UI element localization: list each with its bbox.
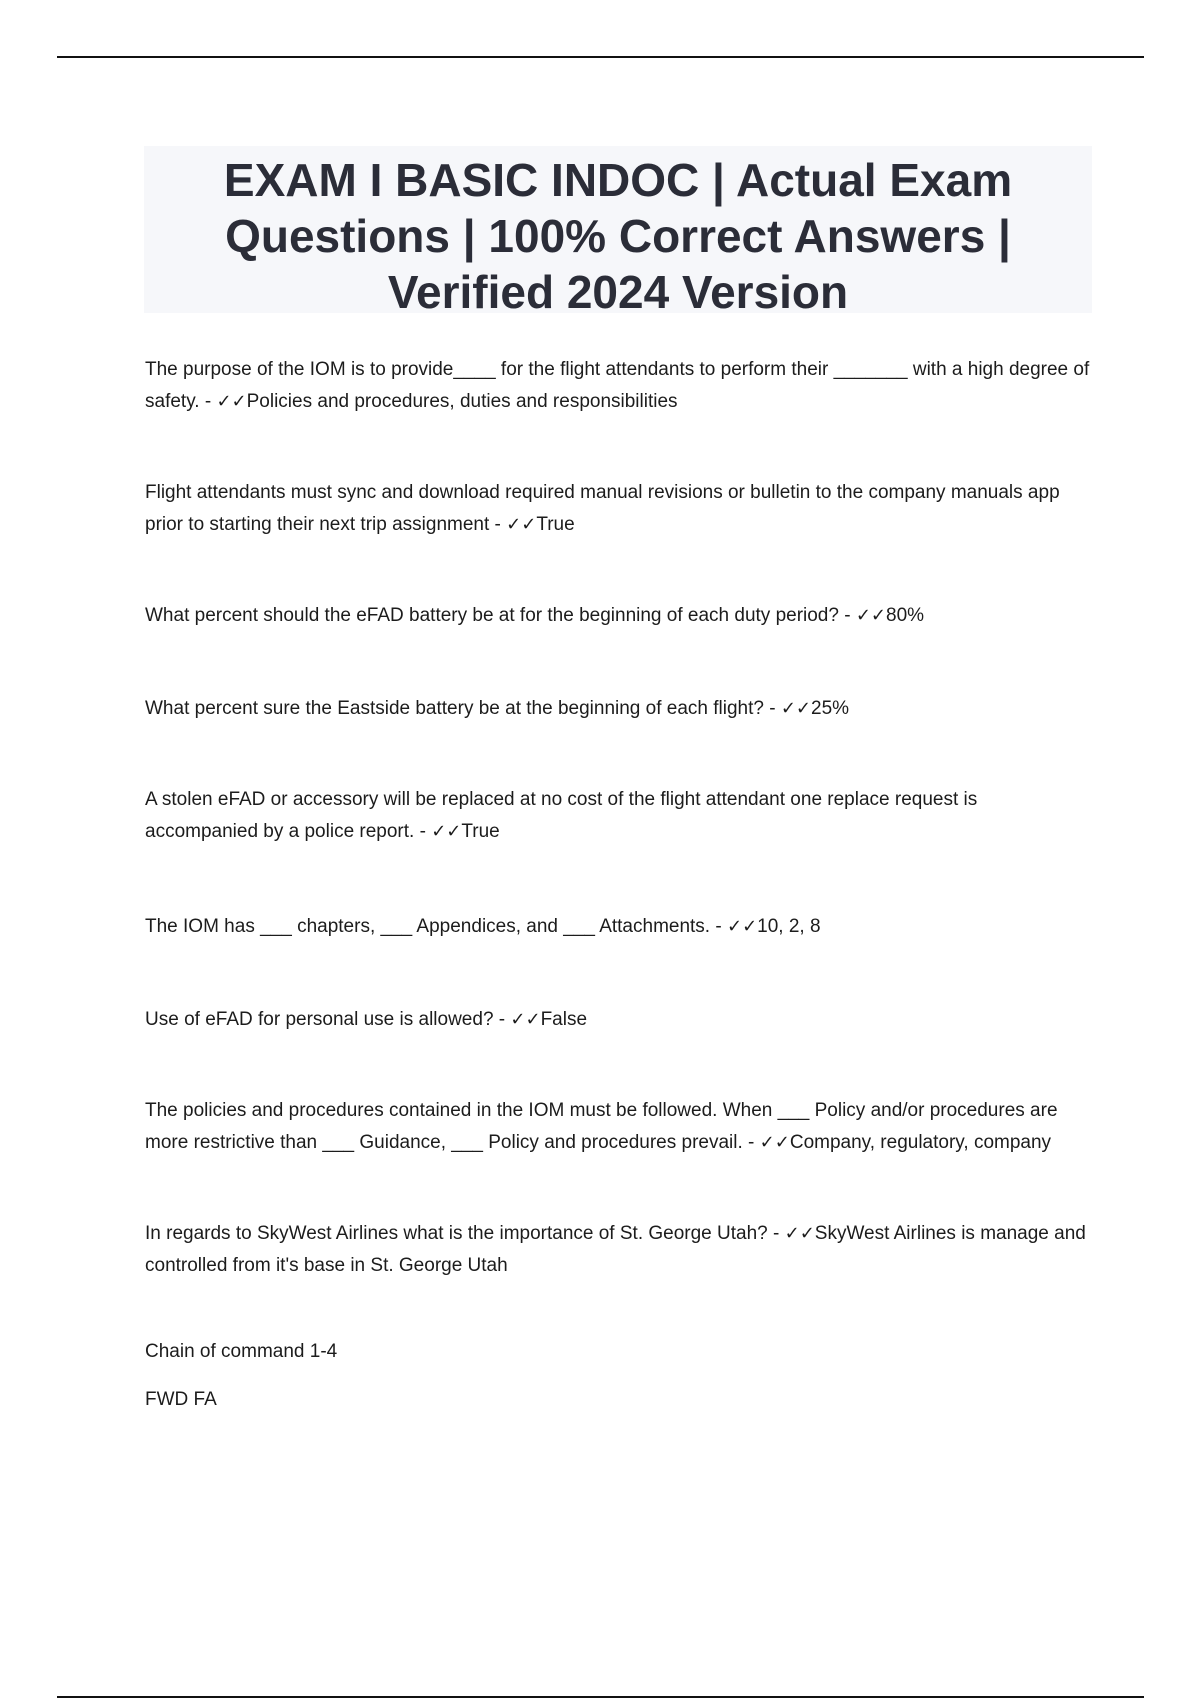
answer-text: 25% (811, 698, 850, 719)
answer-separator: - (767, 1223, 785, 1244)
double-check-icon: ✓✓ (506, 514, 537, 535)
double-check-icon: ✓✓ (784, 1223, 815, 1244)
question-text: What percent should the eFAD battery be at for the beginning of each duty period? (145, 605, 839, 626)
question-item (145, 600, 1095, 632)
document-title: EXAM I BASIC INDOC | Actual Exam Questions | 100% Correct Answers | Verified 2024 Version (223, 154, 1013, 318)
answer-text: True (536, 514, 575, 535)
answer-separator: - (710, 916, 727, 937)
double-check-icon: ✓✓ (216, 391, 247, 412)
answer-text: SkyWest Airlines is manage and controlled from it's base in St. George Utah (145, 1223, 1086, 1276)
double-check-icon: ✓✓ (855, 605, 887, 626)
answer-text: 80% (886, 605, 925, 626)
question-item (145, 354, 1095, 418)
answer-text: False (540, 1009, 588, 1030)
top-rule (57, 56, 1144, 58)
answer-separator: - (199, 391, 217, 412)
question-item (145, 1095, 1095, 1159)
question-text: Flight attendants must sync and download required manual revisions or bulletin to the company manuals app prior to starting their next trip assignment (145, 482, 1060, 535)
question-text: What percent sure the Eastside battery be at the beginning of each flight? (145, 698, 764, 719)
question-item (145, 693, 1095, 725)
title-box (144, 146, 1092, 318)
answer-separator: - (742, 1132, 760, 1153)
question-text: The IOM has ___ chapters, ___ Appendices, and ___ Attachments. (145, 916, 711, 937)
question-item (145, 1218, 1095, 1282)
answer-text: Policies and procedures, duties and responsibilities (246, 391, 678, 412)
question-list (145, 354, 1095, 1416)
question-text: Use of eFAD for personal use is allowed? (145, 1009, 494, 1030)
answer-text: Company, regulatory, company (789, 1132, 1052, 1153)
question-item (145, 1004, 1095, 1036)
double-check-icon: ✓✓ (726, 916, 758, 937)
tail-line: Chain of command 1-4 (145, 1341, 338, 1362)
question-item (145, 911, 1095, 943)
double-check-icon: ✓✓ (510, 1009, 541, 1030)
answer-separator: - (489, 514, 507, 535)
double-check-icon: ✓✓ (780, 698, 812, 719)
bottom-rule (57, 1696, 1144, 1698)
question-text: In regards to SkyWest Airlines what is the importance of St. George Utah? (145, 1223, 768, 1244)
double-check-icon: ✓✓ (759, 1132, 790, 1153)
double-check-icon: ✓✓ (431, 821, 462, 842)
question-item (145, 477, 1095, 541)
question-text: The policies and procedures contained in the IOM must be followed. When ___ Policy and/or procedures are more restrictive than ___ Guidance, ___ Policy and procedures prevail. (145, 1100, 1058, 1153)
answer-text: True (461, 821, 500, 842)
question-item (145, 784, 1095, 848)
tail-line: FWD FA (145, 1389, 217, 1410)
question-text: A stolen eFAD or accessory will be replaced at no cost of the flight attendant one replace request is accompanied by a police report. (145, 789, 978, 842)
answer-separator: - (414, 821, 432, 842)
answer-text: 10, 2, 8 (757, 916, 821, 937)
question-text: The purpose of the IOM is to provide____ for the flight attendants to perform their _______ with a high degree of safety. (145, 359, 1090, 412)
answer-separator: - (493, 1009, 511, 1030)
answer-separator: - (763, 698, 781, 719)
answer-separator: - (838, 605, 856, 626)
